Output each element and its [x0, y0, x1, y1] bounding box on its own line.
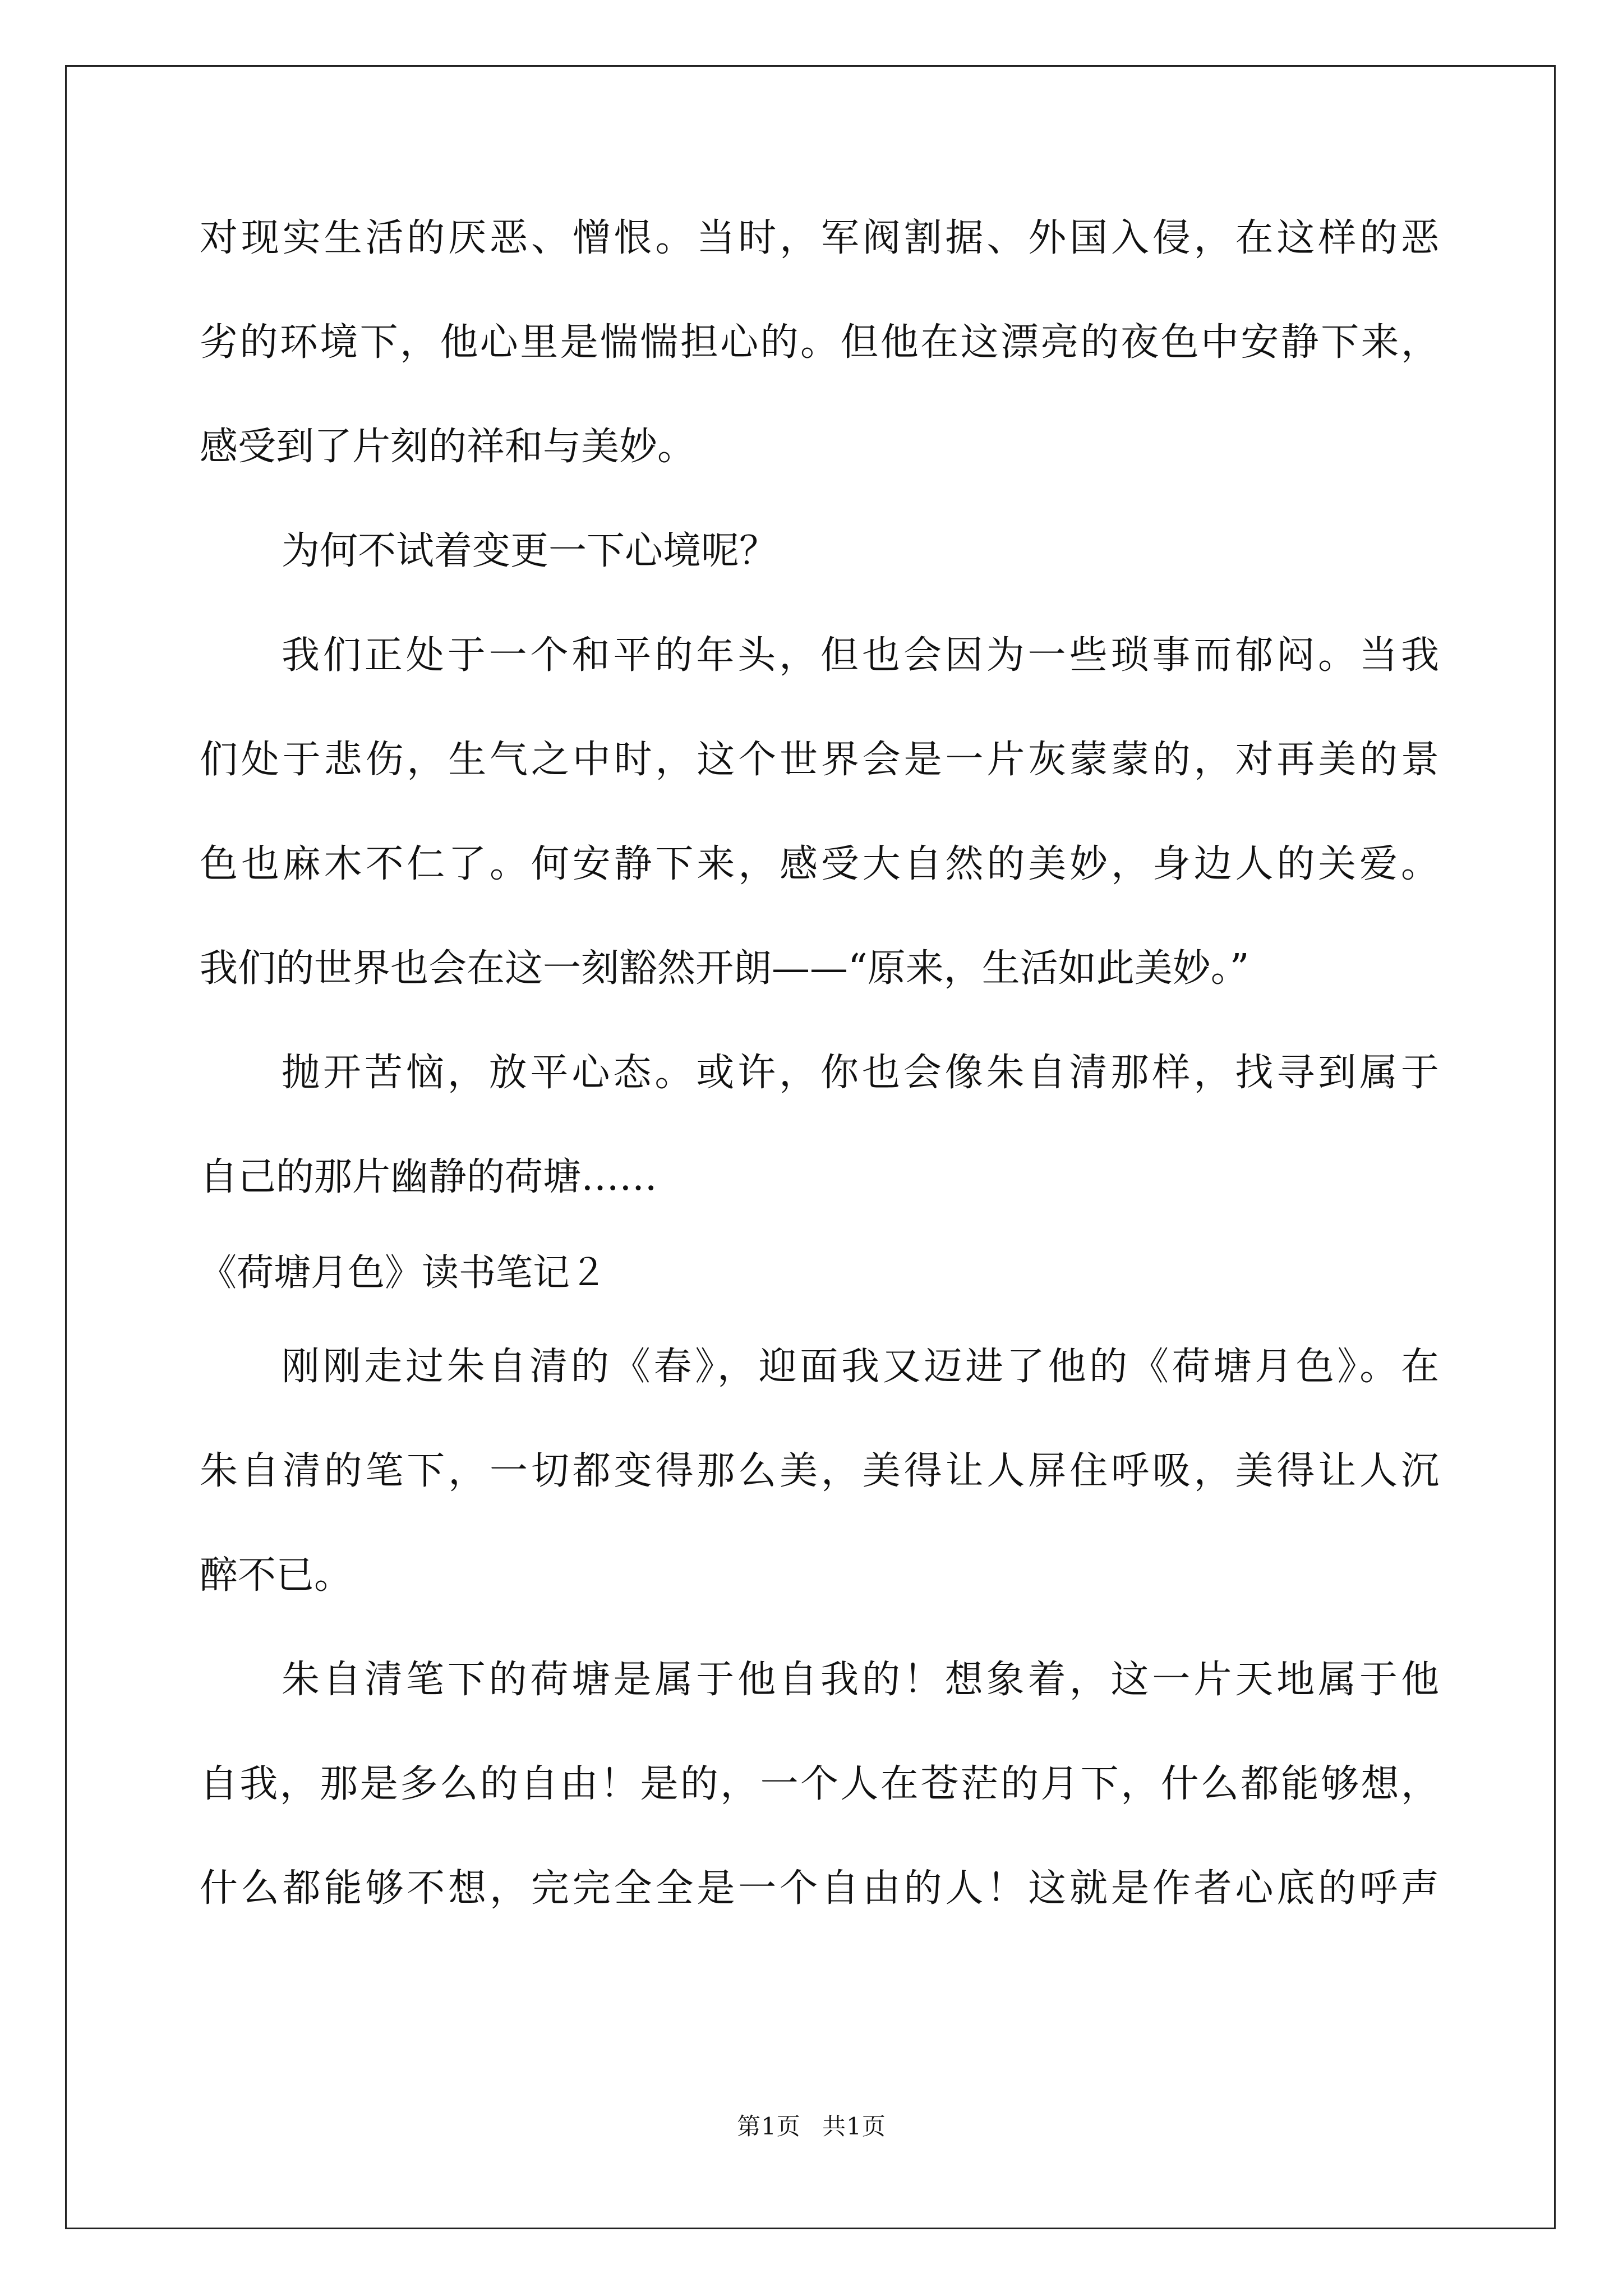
page-footer — [0, 2108, 1623, 2142]
text-line: 抛开苦恼，放平心态。或许，你也会像朱自清那样，找寻到属于 — [282, 1051, 1439, 1095]
text-line: 自己的那片幽静的荷塘…… — [200, 1155, 658, 1199]
text-line: 对现实生活的厌恶、憎恨。当时，军阀割据、外国入侵，在这样的恶 — [200, 216, 1439, 260]
section-heading: 《荷塘月色》读书笔记２ — [200, 1251, 607, 1294]
text-line: 们处于悲伤，生气之中时，这个世界会是一片灰蒙蒙的，对再美的景 — [200, 738, 1439, 782]
page-number-total: 共1页 — [822, 2113, 886, 2140]
page-number-current: 第1页 — [737, 2113, 801, 2140]
text-line: 色也麻木不仁了。何安静下来，感受大自然的美妙，身边人的关爱。 — [200, 842, 1439, 886]
text-line: 自我，那是多么的自由！是的，一个人在苍茫的月下，什么都能够想， — [200, 1762, 1439, 1806]
text-line: 醉不已。 — [200, 1553, 353, 1598]
text-line: 什么都能够不想，完完全全是一个自由的人！这就是作者心底的呼声 — [200, 1866, 1439, 1911]
text-line: 劣的环境下，他心里是惴惴担心的。但他在这漂亮的夜色中安静下来， — [200, 320, 1439, 365]
text-line: 为何不试着变更一下心境呢？ — [282, 529, 778, 573]
text-line: 刚刚走过朱自清的《春》，迎面我又迈进了他的《荷塘月色》。在 — [282, 1345, 1439, 1389]
text-line: 朱自清笔下的荷塘是属于他自我的！想象着，这一片天地属于他 — [282, 1658, 1439, 1702]
text-line: 我们的世界也会在这一刻豁然开朗——“原来，生活如此美妙。” — [200, 946, 1249, 991]
text-line: 朱自清的笔下，一切都变得那么美，美得让人屏住呼吸，美得让人沉 — [200, 1449, 1439, 1493]
text-line: 我们正处于一个和平的年头，但也会因为一些琐事而郁闷。当我 — [282, 633, 1439, 678]
text-line: 感受到了片刻的祥和与美妙。 — [200, 425, 696, 469]
